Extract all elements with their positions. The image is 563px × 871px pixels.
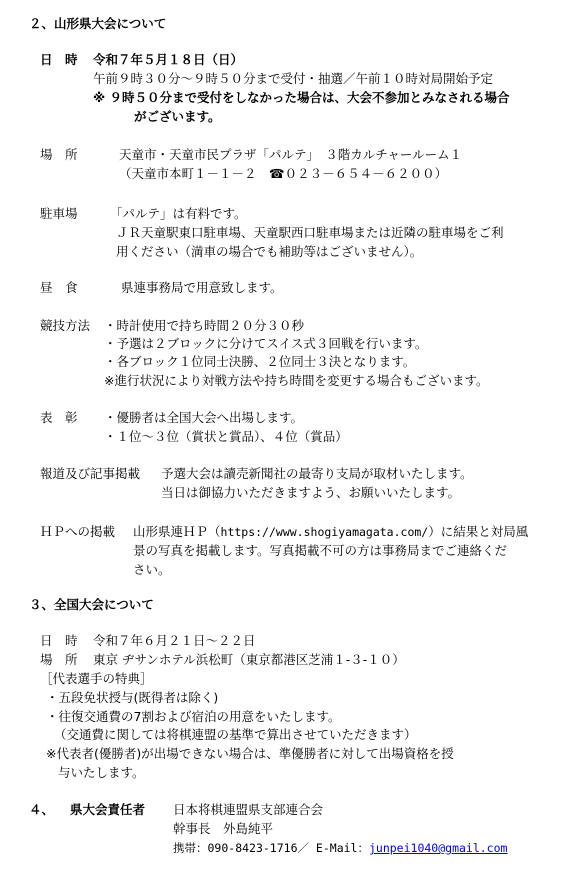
venue-value: 天童市・天童市民プラザ「パルテ」 ３階カルチャールーム１ xyxy=(119,147,463,162)
hp-label: ＨＰへの掲載 xyxy=(40,524,116,539)
organization: 日本将棋連盟県支部連合会 xyxy=(173,802,324,817)
venue-label: 場 所 xyxy=(40,147,78,162)
format-item: ・各ブロック１位同士決勝、２位同士３決となります。 xyxy=(104,354,416,369)
date-label: 日 時 xyxy=(40,52,78,67)
substitute-note-cont: 与いたします。 xyxy=(58,765,145,780)
award-item: ・１位～３位（賞状と賞品）、４位（賞品） xyxy=(104,429,348,444)
award-item: ・優勝者は全国大会へ出場します。 xyxy=(104,410,304,425)
hp-url: https://www.shogiyamagata.com/ xyxy=(220,525,429,539)
format-label: 競技方法 xyxy=(40,318,91,333)
press-line2: 当日は御協力いただきますよう、お願いいたします。 xyxy=(161,485,461,500)
national-venue-value: 東京 ヂサンホテル浜松町（東京都港区芝浦１-３-１０） xyxy=(93,652,405,667)
email-link[interactable]: junpei1040@gmail.com xyxy=(368,841,508,855)
contact-line xyxy=(173,840,507,856)
parking-label: 駐車場 xyxy=(40,206,78,221)
hp-line1: 山形県連ＨＰ（https://www.shogiyamagata.com/）に結果と対局風 xyxy=(133,524,529,539)
section4-number: ４、 xyxy=(29,802,55,817)
parking-line1: 「パルテ」は有料です。 xyxy=(110,206,247,221)
substitute-note: ※代表者(優勝者)が出場できない場合は、準優勝者に対して出場資格を授 xyxy=(46,746,454,761)
award-label: 表 彰 xyxy=(40,410,78,425)
format-item: ・時計使用で持ち時間２０分３０秒 xyxy=(104,318,305,333)
press-label: 報道及び記事掲載 xyxy=(40,466,141,481)
phone: 携帯：090-8423-1716／ E-Mail： xyxy=(173,841,369,855)
perks-title: ［代表選手の特典］ xyxy=(40,671,153,686)
date-value: 令和７年５月１８日（日） xyxy=(93,52,244,67)
reception-note: ※ ９時５０分まで受付をしなかった場合は、大会不参加とみなされる場合 xyxy=(93,90,510,105)
press-line1: 予選大会は讀売新聞社の最寄り支局が取材いたします。 xyxy=(161,466,473,481)
parking-line2: ＪＲ天童駅東口駐車場、天童駅西口駐車場または近隣の駐車場をご利 xyxy=(116,225,504,240)
perk-item-note: （交通費に関しては将棋連盟の基準で算出させていただきます） xyxy=(54,727,417,742)
parking-line3: 用ください（満車の場合でも補助等はございません）。 xyxy=(116,244,423,259)
perk-item: ・五段免状授与(既得者は除く) xyxy=(46,690,219,705)
section2-heading: ２、山形県大会について xyxy=(29,16,167,31)
reception-note-cont: がございます。 xyxy=(134,109,221,124)
national-date-value: 令和７年６月２１日～２２日 xyxy=(93,633,256,648)
hp-line2: 景の写真を掲載します。写真掲載不可の方は事務局までご連絡くだ xyxy=(133,543,508,558)
venue-address: （天童市本町１－１－２ ☎０２３－６５４－６２００） xyxy=(119,166,448,181)
lunch-value: 県連事務局で用意致します。 xyxy=(121,280,283,295)
section3-heading: ３、全国大会について xyxy=(29,597,154,612)
national-venue-label: 場 所 xyxy=(40,652,78,667)
format-note: ※進行状況により対戦方法や持ち時間を変更する場合もございます。 xyxy=(104,373,489,388)
national-date-label: 日 時 xyxy=(40,633,78,648)
responsible-person: 幹事長 外島純平 xyxy=(173,821,274,836)
perk-item: ・往復交通費の7割および宿泊の用意をいたします。 xyxy=(46,709,341,724)
reception-time: 午前９時３０分～９時５０分まで受付・抽選／午前１０時対局開始予定 xyxy=(93,71,494,86)
section4-label: 県大会責任者 xyxy=(70,802,146,817)
format-item: ・予選は２ブロックに分けてスイス式３回戦を行います。 xyxy=(104,336,428,351)
hp-line3: さい。 xyxy=(133,562,171,577)
lunch-label: 昼 食 xyxy=(40,280,78,295)
